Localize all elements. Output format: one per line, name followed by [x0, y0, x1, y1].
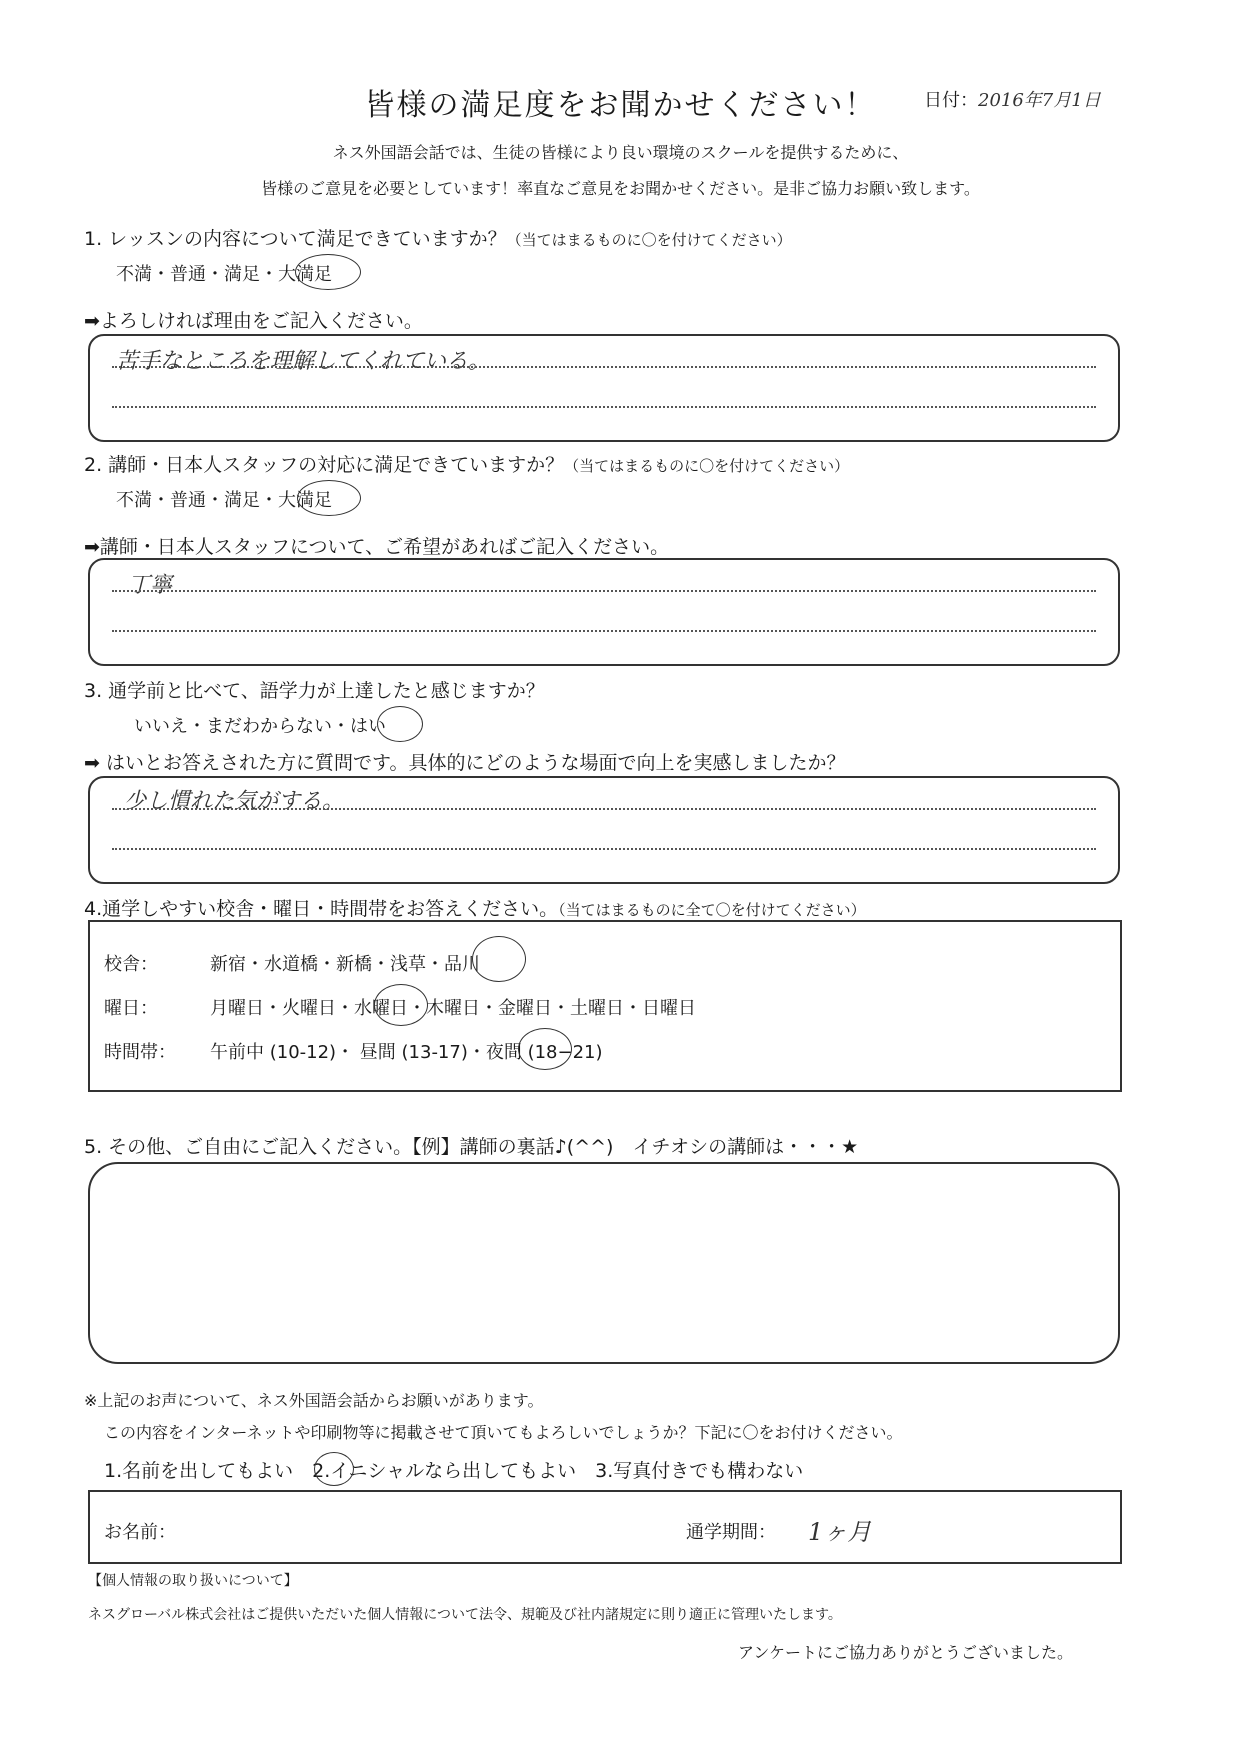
- answer-line: [112, 406, 1096, 408]
- period-value: 1ヶ月: [808, 1518, 872, 1546]
- q1-question: [84, 224, 792, 251]
- q5-question: 5. その他、ご自由にご記入ください。【例】講師の裏話♪(^^) イチオシの講師は・・・★: [84, 1136, 859, 1158]
- q1-options: 不満・普通・満足・大満足: [116, 264, 332, 285]
- page-title: 皆様の満足度をお聞かせください！: [364, 88, 877, 123]
- q2-selected-circle: [297, 480, 361, 516]
- info-box: [88, 1490, 1122, 1564]
- answer-line: [112, 848, 1096, 850]
- q4-day-label: 曜日：: [104, 998, 158, 1019]
- q2-options: 不満・普通・満足・大満足: [116, 490, 332, 511]
- q3-selected-circle: [377, 706, 423, 742]
- q2-question: [84, 450, 849, 477]
- q3-answer: 少し慣れた気がする。: [124, 789, 345, 814]
- q1-selected-circle: [295, 254, 361, 290]
- q4-question-text: 4.通学しやすい校舎・曜日・時間帯をお答えください。: [84, 898, 559, 920]
- q4-campus-options: 新宿・水道橋・新橋・浅草・品川: [210, 954, 480, 975]
- q4-time-options: 午前中 (10-12)・ 昼間 (13-17)・夜間 (18−21): [210, 1042, 603, 1063]
- name-label: お名前：: [104, 1522, 176, 1543]
- q2-question-text: 2. 講師・日本人スタッフの対応に満足できていますか？: [84, 454, 565, 476]
- q4-time-selected-circle: [518, 1028, 572, 1070]
- consent-options: 1.名前を出してもよい 2.イニシャルなら出してもよい 3.写真付きでも構わない: [104, 1460, 804, 1482]
- privacy-heading: 【個人情報の取り扱いについて】: [88, 1573, 298, 1589]
- q1-answer: 苦手なところを理解してくれている。: [116, 349, 491, 374]
- q1-note: （当てはまるものに〇を付けてください）: [506, 231, 792, 249]
- q2-answer-box[interactable]: [88, 558, 1120, 666]
- answer-line: [112, 630, 1096, 632]
- q4-day-options: 月曜日・火曜日・水曜日・木曜日・金曜日・土曜日・日曜日: [210, 998, 696, 1019]
- answer-line: [112, 808, 1096, 810]
- q4-campus-selected-circle: [472, 936, 526, 982]
- intro-line-1: ネス外国語会話では、生徒の皆様により良い環境のスクールを提供するために、: [332, 143, 909, 162]
- consent-line-1: ※上記のお声について、ネス外国語会話からお願いがあります。: [84, 1391, 544, 1410]
- period-label: 通学期間：: [686, 1522, 776, 1543]
- q2-answer: 丁寧: [128, 573, 173, 598]
- q4-time-label: 時間帯：: [104, 1042, 176, 1063]
- q4-note: （当てはまるものに全て〇を付けてください）: [558, 901, 866, 919]
- q4-campus-label: 校舎：: [104, 954, 158, 975]
- q4-day-selected-circle: [374, 984, 428, 1026]
- q3-question: 3. 通学前と比べて、語学力が上達したと感じますか？: [84, 680, 545, 702]
- privacy-text: ネスグローバル株式会社はご提供いただいた個人情報について法令、規範及び社内諸規定に則り適正に管理いたします。: [88, 1607, 842, 1623]
- consent-line-2: この内容をインターネットや印刷物等に掲載させて頂いてもよろしいでしょうか？下記に〇をお付けください。: [104, 1423, 903, 1442]
- intro-line-2: 皆様のご意見を必要としています！率直なご意見をお聞かせください。是非ご協力お願い致します。: [261, 179, 980, 198]
- answer-line: [112, 590, 1096, 592]
- q3-options: いいえ・まだわからない・はい: [134, 716, 386, 737]
- q5-answer-box[interactable]: [88, 1162, 1120, 1364]
- date-field: [924, 86, 1101, 112]
- q1-answer-box[interactable]: [88, 334, 1120, 442]
- date-value: 2016年7月1日: [978, 90, 1101, 111]
- q1-prompt: ➡よろしければ理由をご記入ください。: [84, 310, 423, 332]
- thanks-text: アンケートにご協力ありがとうございました。: [738, 1643, 1074, 1662]
- q4-options-box: [88, 920, 1122, 1092]
- q1-question-text: 1. レッスンの内容について満足できていますか？: [84, 228, 507, 250]
- q2-prompt: ➡講師・日本人スタッフについて、ご希望があればご記入ください。: [84, 536, 670, 558]
- q4-question: [84, 894, 866, 921]
- q2-note: （当てはまるものに〇を付けてください）: [564, 457, 850, 475]
- q3-answer-box[interactable]: [88, 776, 1120, 884]
- q3-prompt: ➡ はいとお答えされた方に質問です。具体的にどのような場面で向上を実感しましたか？: [84, 752, 846, 774]
- answer-line: [112, 366, 1096, 368]
- consent-selected-circle: [314, 1452, 354, 1486]
- date-label: 日付：: [924, 90, 978, 111]
